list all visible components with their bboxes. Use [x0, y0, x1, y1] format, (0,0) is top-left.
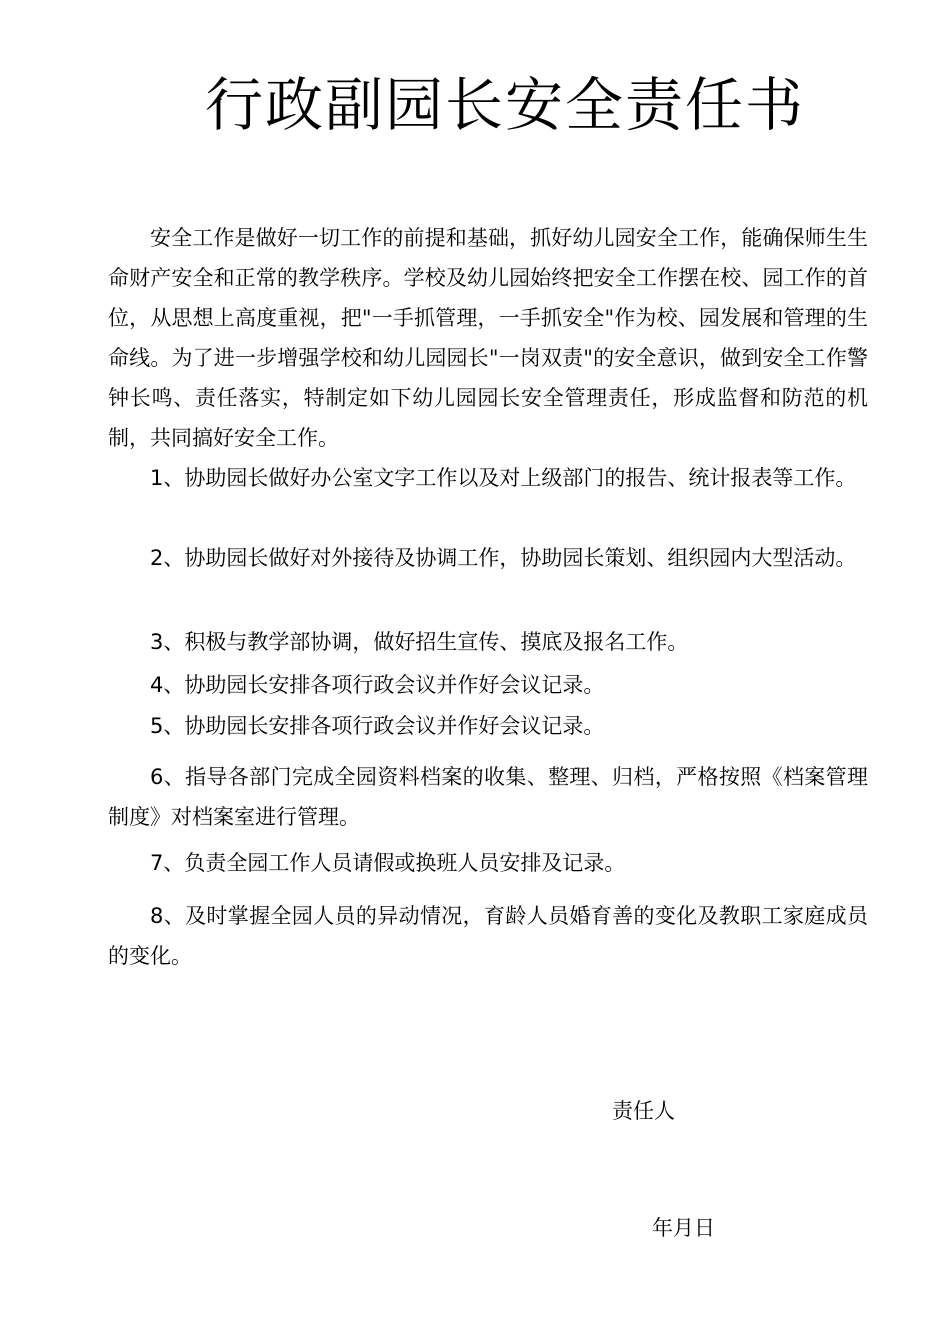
item-text: 、协助园长安排各项行政会议并作好会议记录。 [163, 714, 605, 738]
date-label: 年月日 [652, 1216, 715, 1240]
list-item [108, 843, 868, 883]
item-text: 、负责全园工作人员请假或换班人员安排及记录。 [163, 851, 626, 875]
item-number: 1 [150, 466, 164, 490]
item-text: 、协助园长安排各项行政会议并作好会议记录。 [163, 673, 605, 697]
item-number: 8 [150, 904, 164, 928]
item-number: 2 [150, 546, 164, 570]
item-text: 、积极与教学部协调，做好招生宣传、摸底及报名工作。 [163, 630, 689, 654]
item-number: 4 [150, 673, 164, 697]
item-text: 、及时掌握全园人员的异动情况，育龄人员婚育善的变化及教职工家庭成员的变化。 [108, 904, 868, 968]
list-item [108, 706, 868, 746]
item-number: 6 [150, 765, 164, 789]
item-text: 、协助园长做好对外接待及协调工作，协助园长策划、组织园内大型活动。 [163, 546, 857, 570]
list-item [108, 757, 868, 837]
intro-paragraph: 安全工作是做好一切工作的前提和基础，抓好幼儿园安全工作，能确保师生生命财产安全和正常的教学秩序。学校及幼儿园始终把安全工作摆在校、园工作的首位，从思想上高度重视，把"一手抓管理，一手抓安全"作为校、园发展和管理的生命线。为了进一步增强学校和幼儿园园长"一岗双责"的安全意识，做到安全工作警钟长鸣、责任落实，特制定如下幼儿园园长安全管理责任，形成监督和防范的机制，共同搞好安全工作。 [108, 226, 868, 450]
list-item [108, 896, 868, 976]
item-number: 5 [150, 714, 164, 738]
intro-section [108, 218, 868, 458]
list-item [108, 538, 868, 578]
item-number: 3 [150, 630, 164, 654]
item-number: 7 [150, 851, 164, 875]
item-text: 、协助园长做好办公室文字工作以及对上级部门的报告、统计报表等工作。 [163, 466, 857, 490]
list-item [108, 665, 868, 705]
signature-label: 责任人 [612, 1099, 675, 1123]
list-item [108, 458, 868, 498]
item-text: 、指导各部门完成全园资料档案的收集、整理、归档，严格按照《档案管理制度》对档案室进行管理。 [108, 765, 868, 829]
list-item [108, 622, 868, 662]
document-title: 行政副园长安全责任书 [204, 71, 805, 139]
